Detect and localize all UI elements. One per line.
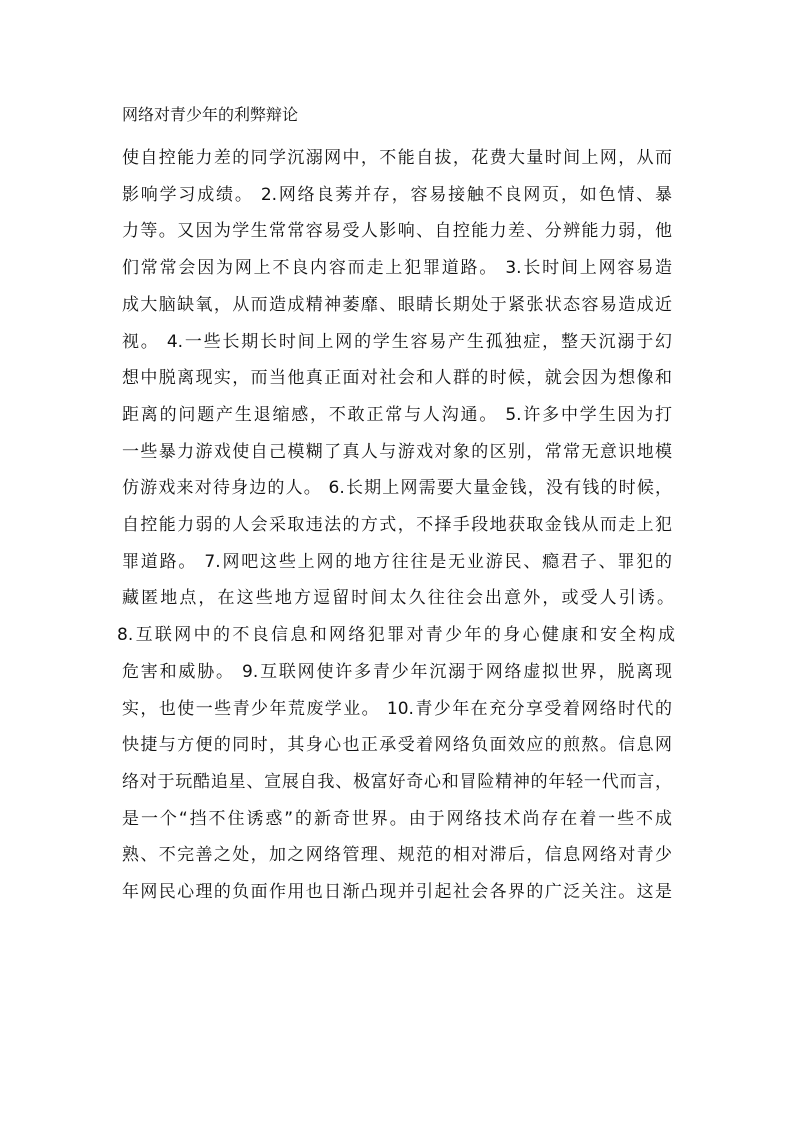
body-text-line: 危害和威胁。 9.互联网使许多青少年沉溺于网络虚拟世界，脱离现: [122, 662, 672, 682]
body-text-line: 络对于玩酷追星、宣展自我、极富好奇心和冒险精神的年轻一代而言，: [122, 772, 672, 792]
body-text-line: 们常常会因为网上不良内容而走上犯罪道路。 3.长时间上网容易造: [122, 258, 672, 278]
body-text-line: 仿游戏来对待身边的人。 6.长期上网需要大量金钱，没有钱的时候，: [122, 478, 672, 498]
body-text-line: 影响学习成绩。 2.网络良莠并存，容易接触不良网页，如色情、暴: [122, 185, 672, 205]
body-text-line: 使自控能力差的同学沉溺网中，不能自拔，花费大量时间上网，从而: [122, 148, 672, 168]
body-text-line: 罪道路。 7.网吧这些上网的地方往往是无业游民、瘾君子、罪犯的: [122, 552, 672, 572]
body-text-line: 成大脑缺氧，从而造成精神萎靡、眼睛长期处于紧张状态容易造成近: [122, 295, 672, 315]
body-text-line: 熟、不完善之处，加之网络管理、规范的相对滞后，信息网络对青少: [122, 845, 672, 865]
body-text-line: 年网民心理的负面作用也日渐凸现并引起社会各界的广泛关注。这是: [122, 882, 672, 902]
body-text-line: 力等。又因为学生常常容易受人影响、自控能力差、分辨能力弱，他: [122, 221, 672, 241]
body-text-line: 视。 4.一些长期长时间上网的学生容易产生孤独症，整天沉溺于幻: [122, 332, 672, 352]
body-text-line: 藏匿地点，在这些地方逗留时间太久往往会出意外，或受人引诱。: [122, 588, 674, 608]
body-text-line: 一些暴力游戏使自己模糊了真人与游戏对象的区别，常常无意识地模: [122, 442, 672, 462]
body-text-line: 实，也使一些青少年荒废学业。 10.青少年在充分享受着网络时代的: [122, 699, 672, 719]
body-text-line: 快捷与方便的同时，其身心也正承受着网络负面效应的煎熬。信息网: [122, 735, 672, 755]
body-text-line: 是一个“挡不住诱惑”的新奇世界。由于网络技术尚存在着一些不成: [122, 809, 672, 829]
body-text-line: 距离的问题产生退缩感，不敢正常与人沟通。 5.许多中学生因为打: [122, 405, 672, 425]
body-text-line: 8.互联网中的不良信息和网络犯罪对青少年的身心健康和安全构成: [117, 625, 675, 645]
document-title: 网络对青少年的利弊辩论: [122, 105, 299, 124]
body-text-line: 想中脱离现实，而当他真正面对社会和人群的时候，就会因为想像和: [122, 368, 672, 388]
body-text-line: 自控能力弱的人会采取违法的方式，不择手段地获取金钱从而走上犯: [122, 515, 672, 535]
